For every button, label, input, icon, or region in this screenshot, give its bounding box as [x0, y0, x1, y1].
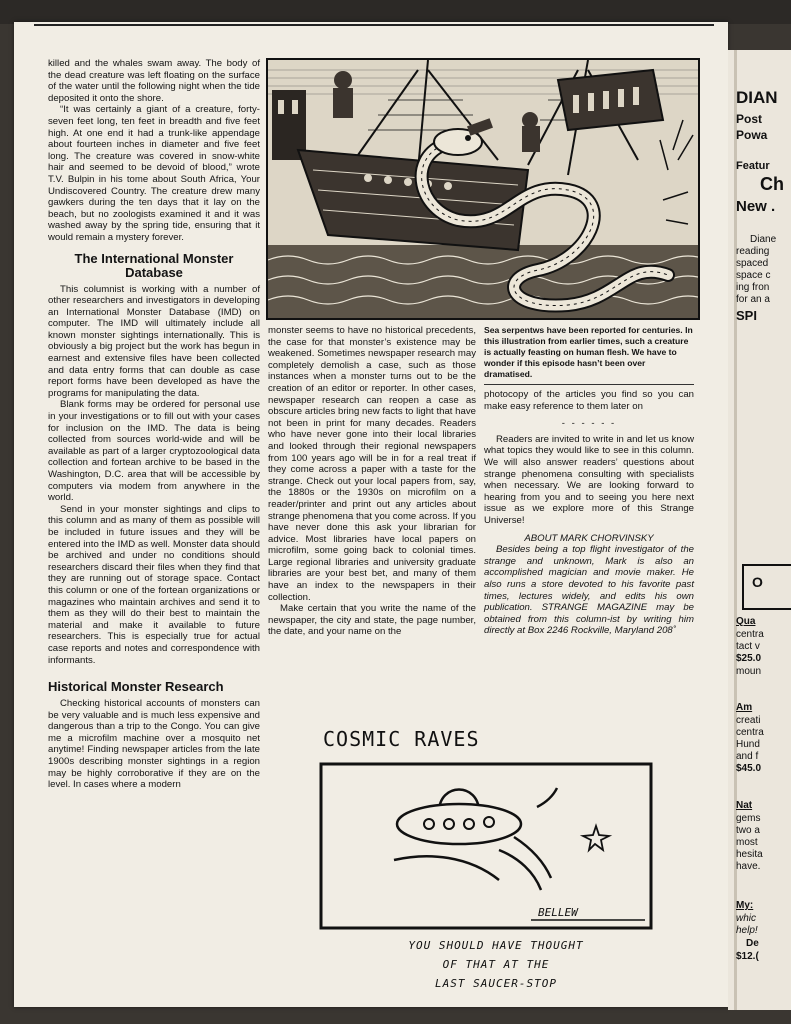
paragraph: killed and the whales swam away. The body of the dead creature was left floating on the surface of the water until the following night when the tide deposited it onto the shore.: [48, 58, 260, 104]
about-author-title: ABOUT MARK CHORVINSKY: [524, 532, 654, 544]
adjacent-item: and f: [736, 751, 759, 762]
adjacent-heading: Post: [736, 112, 763, 126]
caption-divider: [484, 384, 694, 385]
adjacent-item: $45.0: [736, 763, 762, 774]
sea-serpent-illustration: [266, 58, 700, 320]
adjacent-text: spaced: [736, 258, 769, 269]
adjacent-item: help!: [736, 925, 758, 936]
column-1: [48, 58, 260, 791]
adjacent-item: $12.(: [736, 951, 759, 962]
scanner-bed-top: [0, 0, 791, 24]
adjacent-item: Hund: [736, 739, 760, 750]
section-heading-historical: Historical Monster Research: [48, 679, 224, 695]
adjacent-item: Qua: [736, 616, 756, 627]
paragraph: photocopy of the articles you find so you can make easy reference to them later on: [484, 389, 694, 412]
adjacent-text: ing fron: [736, 282, 770, 293]
adjacent-item: tact v: [736, 641, 760, 652]
adjacent-text: SPI: [736, 308, 757, 323]
adjacent-item: hesita: [736, 849, 763, 860]
adjacent-box-letter: O: [752, 574, 763, 590]
paragraph: Readers are invited to write in and let us know what topics they would like to see in this column. We will also answer readers’ questions about strange phenomena consulting with specialists when necessary. We are looking forward to hearing from you and to seeing you here next issue as we explore more of this Strange Universe!: [484, 433, 694, 526]
section-heading-imd: The International Monster Database: [74, 250, 234, 280]
adjacent-text: for an a: [736, 294, 770, 305]
cartoonist-signature: BELLEW: [538, 906, 578, 919]
cartoon-title: COSMIC RAVES: [323, 727, 480, 751]
paragraph: Checking historical accounts of monsters can be very valuable and is much less expensive and dangerous than a trip to the Congo. You can give me a microfilm machine over a mosquito net anytime! Finding newspaper articles from the late 1900s describing monster sightings in a region may be highly corroborative if they are on the level. In cases where a modern: [48, 698, 260, 791]
cartoon-caption-line: OF THAT AT THE: [442, 958, 550, 971]
adjacent-item: most: [736, 837, 758, 848]
adjacent-heading: Powa: [736, 128, 768, 142]
adjacent-item: Nat: [736, 800, 753, 811]
adjacent-item: gems: [736, 813, 761, 824]
cartoon-caption-line: LAST SAUCER-STOP: [435, 977, 557, 990]
adjacent-item: My:: [736, 900, 754, 911]
paragraph: Make certain that you write the name of the newspaper, the city and state, the page number, the date, and your name on the: [268, 603, 476, 638]
adjacent-text: reading: [736, 246, 770, 257]
adjacent-item: whic: [736, 913, 757, 924]
about-author-text: Besides being a top flight investigator of the strange and unknown, Mark is also an accomplished magician and movie maker. He also runs a store devoted to his favorite past times, lectures widely, and edits his own publication. STRANGE MAGAZINE may be obtained from this column-ist by writing him directly at Box 2246 Rockville, Maryland 208˚: [484, 544, 694, 637]
sea-serpent-woodcut-icon: [268, 60, 698, 318]
adjacent-item: have.: [736, 861, 761, 872]
column-2: [268, 325, 476, 638]
adjacent-page-strip: [728, 50, 791, 1010]
adjacent-item: $25.0: [736, 653, 762, 664]
paragraph: Blank forms may be ordered for personal use in your investigations or to fill out with your cases for inclusion on the IMD. The data is being collected from sources world-wide and will be available as part of a larger cryptozoological data collection and fortean archive to be based in the Washington, D.C. area that will be accessible by computers via modem from anywhere in the world.: [48, 399, 260, 504]
paragraph: Send in your monster sightings and clips to this column and as many of them as possible will be included in future issues and they will be entered into the IMD as well. Monster data should be archived and under no conditions should researchers discard their files when they find that they are running out of storage space. Contact this column or one of the fortean organizations or magazines who maintain archives and send it to them as they will do their best to maintain the material and make it available to future researchers. This is especially true for actual case reports and notes and correspondence with informants.: [48, 503, 260, 666]
adjacent-item: two a: [736, 825, 760, 836]
column-3: [484, 325, 694, 637]
adjacent-item: De: [746, 938, 759, 949]
illustration-caption: Sea serpentws have been reported for centuries. In this illustration from earlier times, such a creature is actually feasting on human flesh. We have to wonder if this episode hasn’t been over dramatised.: [484, 325, 693, 379]
adjacent-heading: Featur: [736, 160, 770, 172]
adjacent-item: creati: [736, 715, 761, 726]
adjacent-heading: Ch: [760, 174, 784, 194]
paragraph: monster seems to have no historical precedents, the case for that monster’s existence may be weakened. Sometimes newspaper research may completely demolish a case, such as those instances when a monster turns out to be the creation of an editor or reporter. In other cases, newspaper research can reopen a case as obscure articles bring new facts to light that have not been in print for many decades. Readers who have never gone into their local libraries and looked through their regional newspapers from 100 years ago will be in for a real treat if they come across a paper with a taste for the strange. Check out your local papers from, say, the 1880s or the 1930s on microfilm on a reader/printer and print out any articles about strange phenomena that you come across. If you have never done this ask your librarian for advice. Most libraries have local papers on microfilm, some going back to colonial times. Large regional libraries and university graduate libraries are your best bet, and many of them have an index to the newspapers in their collection.: [268, 325, 476, 603]
section-divider: - - - - - -: [561, 418, 617, 430]
adjacent-heading: New .: [736, 198, 776, 215]
adjacent-text: space c: [736, 270, 771, 281]
adjacent-box: [742, 564, 791, 610]
top-rule: [34, 24, 714, 26]
adjacent-item: moun: [736, 666, 762, 677]
paragraph: This columnist is working with a number of other researchers and investigators in developing an International Monster Database (IMD) on computer. The IMD will ultimately include all known monster sightings internationally. This is obviously a big project but the work has begun in earnest and extensive files have been collected and data entry forms that can double as case report forms have been developed as have the programs for manipulating the data.: [48, 283, 260, 399]
paragraph: “It was certainly a giant of a creature, forty-seven feet long, ten feet in breadth and five feet high. At one end it had a trunk-like appendage about fourteen inches in diameter and five feet long. The creature was covered in snow-white hair and seemed to be devoid of blood,” wrote T.V. Bulpin in his tome about South Africa, Your Undiscovered Country. The creature drew many gawkers during the ten days that it lay on the beach, but no zoologists examined it and it was washed away by the spring tide, ensuring that it would remain a mystery forever.: [48, 104, 260, 243]
adjacent-heading: DIAN: [736, 88, 778, 107]
adjacent-text: Diane: [750, 234, 777, 245]
cartoon-caption: [331, 936, 661, 993]
cartoon-panel: [319, 752, 653, 932]
adjacent-item: centra: [736, 629, 764, 640]
adjacent-item: Am: [736, 702, 753, 713]
flying-saucer-icon: [319, 752, 653, 932]
adjacent-item: centra: [736, 727, 764, 738]
cartoon-caption-line: YOU SHOULD HAVE THOUGHT: [408, 939, 584, 952]
